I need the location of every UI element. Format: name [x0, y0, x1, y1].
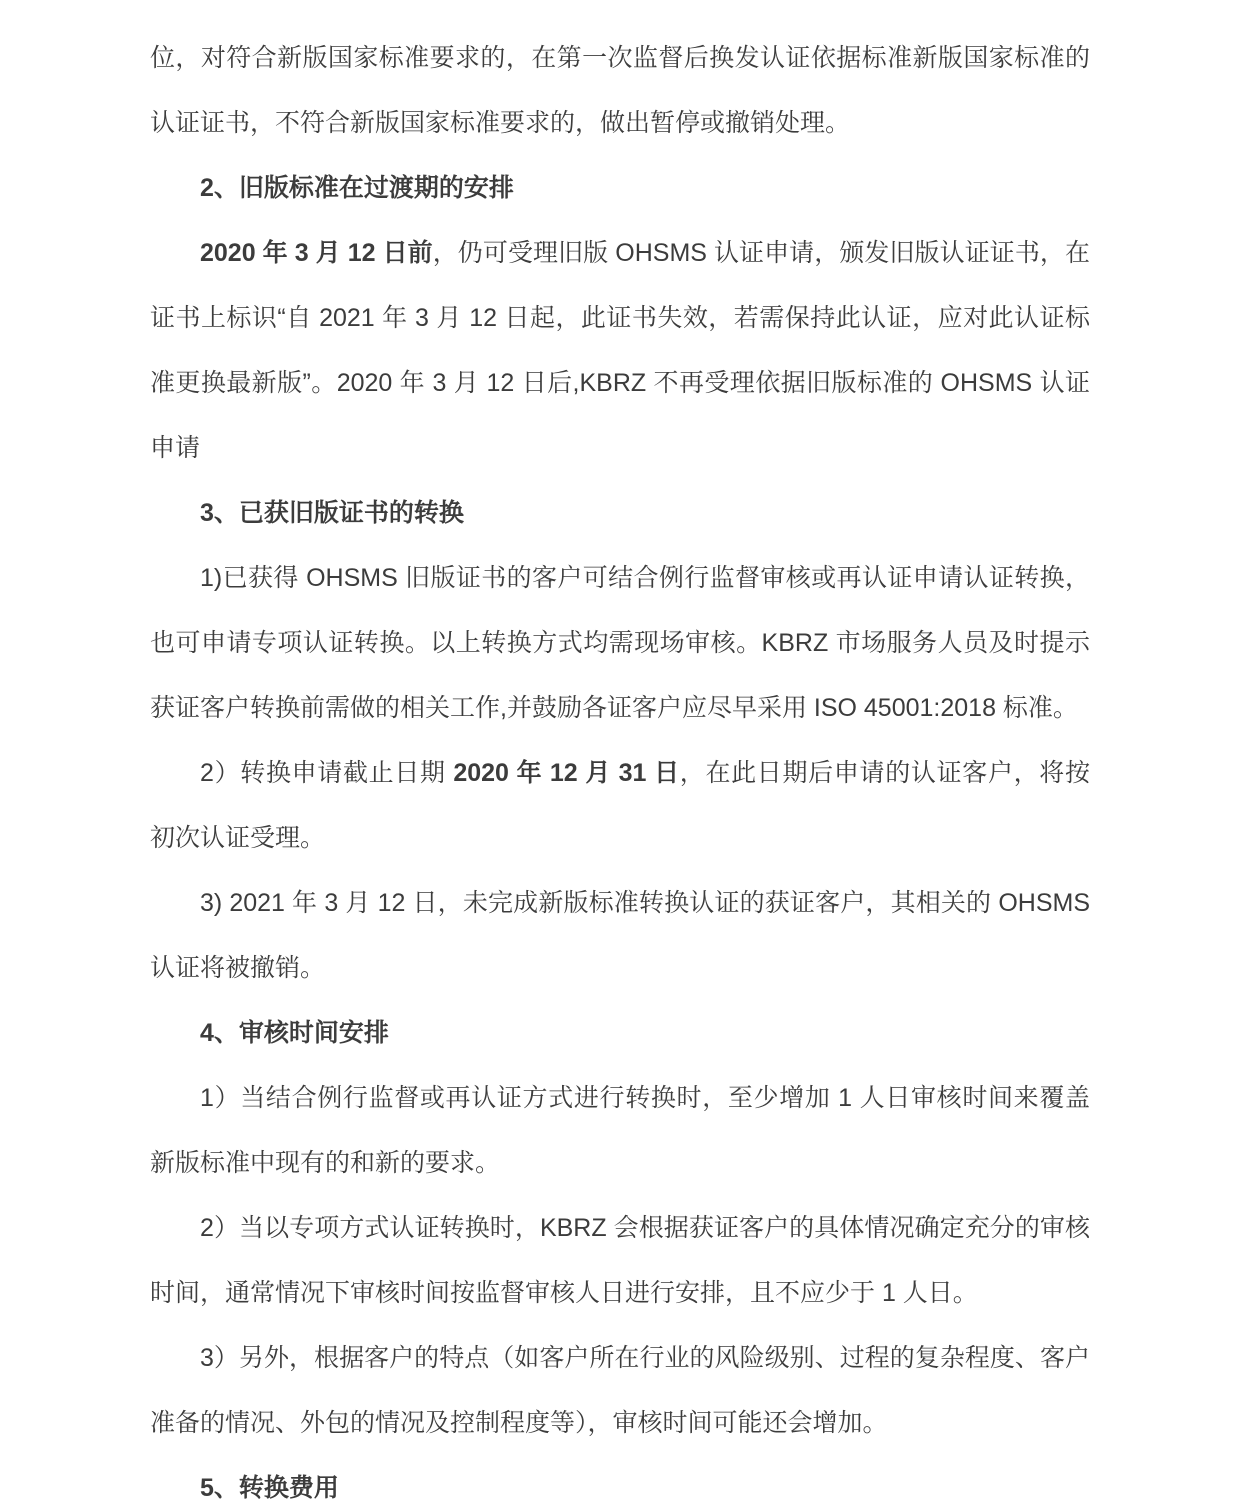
- paragraph: [150, 1196, 1090, 1326]
- paragraph: [150, 871, 1090, 1001]
- bold-text-run: 4、审核时间安排: [200, 1019, 389, 1047]
- bold-text-run: 2020 年 3 月 12 日前: [200, 239, 433, 267]
- bold-text-run: 2、旧版标准在过渡期的安排: [200, 174, 514, 202]
- document-body: [150, 26, 1090, 1501]
- paragraph: [150, 26, 1090, 156]
- text-run: 3）另外，根据客户的特点（如客户所在行业的风险级别、过程的复杂程度、客户准备的情况、外包的情况及控制程度等），审核时间可能还会增加。: [150, 1344, 1090, 1437]
- bold-text-run: 5、转换费用: [200, 1474, 339, 1501]
- section-heading: [150, 156, 1090, 221]
- bold-text-run: 2020 年 12 月 31 日: [453, 759, 680, 787]
- bold-text-run: 3、已获旧版证书的转换: [200, 499, 464, 527]
- text-run: 2）转换申请截止日期: [200, 759, 454, 787]
- text-run: ，在此日期后申请的认证客户，将按初次认证受理。: [150, 759, 1090, 852]
- text-run: ，仍可受理旧版 OHSMS 认证申请，颁发旧版认证证书，在证书上标识“自 2021 年 3 月 12 日起，此证书失效，若需保持此认证，应对此认证标准更换最新版”。2020 年 3 月 12 日后,KBRZ 不再受理依据旧版标准的 OHSMS 认证申请: [150, 239, 1090, 462]
- paragraph: [150, 1326, 1090, 1456]
- text-run: 3) 2021 年 3 月 12 日，未完成新版标准转换认证的获证客户，其相关的 OHSMS 认证将被撤销。: [150, 889, 1090, 982]
- paragraph: [150, 546, 1090, 741]
- text-run: 位，对符合新版国家标准要求的，在第一次监督后换发认证依据标准新版国家标准的认证证书，不符合新版国家标准要求的，做出暂停或撤销处理。: [150, 44, 1090, 137]
- paragraph: [150, 741, 1090, 871]
- section-heading: [150, 481, 1090, 546]
- paragraph: [150, 1066, 1090, 1196]
- paragraph: [150, 221, 1090, 481]
- section-heading: [150, 1001, 1090, 1066]
- section-heading: [150, 1456, 1090, 1501]
- text-run: 1）当结合例行监督或再认证方式进行转换时，至少增加 1 人日审核时间来覆盖新版标准中现有的和新的要求。: [150, 1084, 1090, 1177]
- text-run: 1)已获得 OHSMS 旧版证书的客户可结合例行监督审核或再认证申请认证转换，也可申请专项认证转换。以上转换方式均需现场审核。KBRZ 市场服务人员及时提示获证客户转换前需做的相关工作,并鼓励各证客户应尽早采用 ISO 45001:2018 标准。: [150, 564, 1090, 722]
- text-run: 2）当以专项方式认证转换时，KBRZ 会根据获证客户的具体情况确定充分的审核时间，通常情况下审核时间按监督审核人日进行安排，且不应少于 1 人日。: [150, 1214, 1090, 1307]
